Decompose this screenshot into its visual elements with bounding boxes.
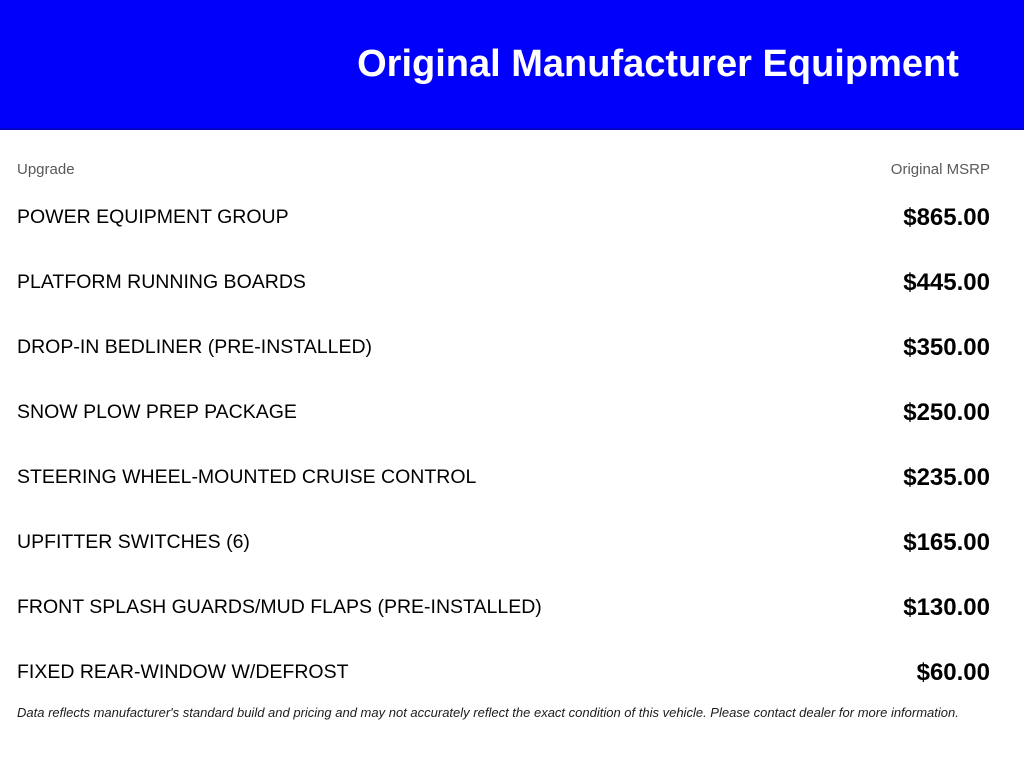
page-title: Original Manufacturer Equipment [357,42,959,85]
equipment-price: $250.00 [903,398,990,426]
table-row [17,575,990,640]
equipment-table [0,130,1024,721]
header-banner [0,0,1024,130]
table-row [17,640,990,705]
table-row [17,185,990,250]
equipment-name: PLATFORM RUNNING BOARDS [17,271,306,293]
table-row [17,510,990,575]
column-header-msrp: Original MSRP [890,161,990,178]
equipment-name: STEERING WHEEL-MOUNTED CRUISE CONTROL [17,466,477,488]
equipment-price: $130.00 [903,593,990,621]
equipment-price: $865.00 [903,203,990,231]
equipment-price: $235.00 [903,463,990,491]
equipment-price: $60.00 [916,658,990,686]
table-row [17,445,990,510]
column-header-upgrade: Upgrade [17,161,75,178]
equipment-name: FRONT SPLASH GUARDS/MUD FLAPS (PRE-INSTALLED) [17,596,542,618]
equipment-name: FIXED REAR-WINDOW W/DEFROST [17,661,349,683]
table-row [17,315,990,380]
equipment-name: UPFITTER SWITCHES (6) [17,531,250,553]
table-row [17,250,990,315]
equipment-name: SNOW PLOW PREP PACKAGE [17,401,297,423]
equipment-price: $445.00 [903,268,990,296]
equipment-name: DROP-IN BEDLINER (PRE-INSTALLED) [17,336,373,358]
equipment-name: POWER EQUIPMENT GROUP [17,206,289,228]
equipment-price: $165.00 [903,528,990,556]
equipment-rows [17,185,990,705]
disclaimer-text: Data reflects manufacturer's standard build and pricing and may not accurately reflect the exact condition of this vehicle. Please contact dealer for more information. [17,705,959,720]
table-row [17,380,990,445]
column-header-row [17,130,990,180]
equipment-price: $350.00 [903,333,990,361]
